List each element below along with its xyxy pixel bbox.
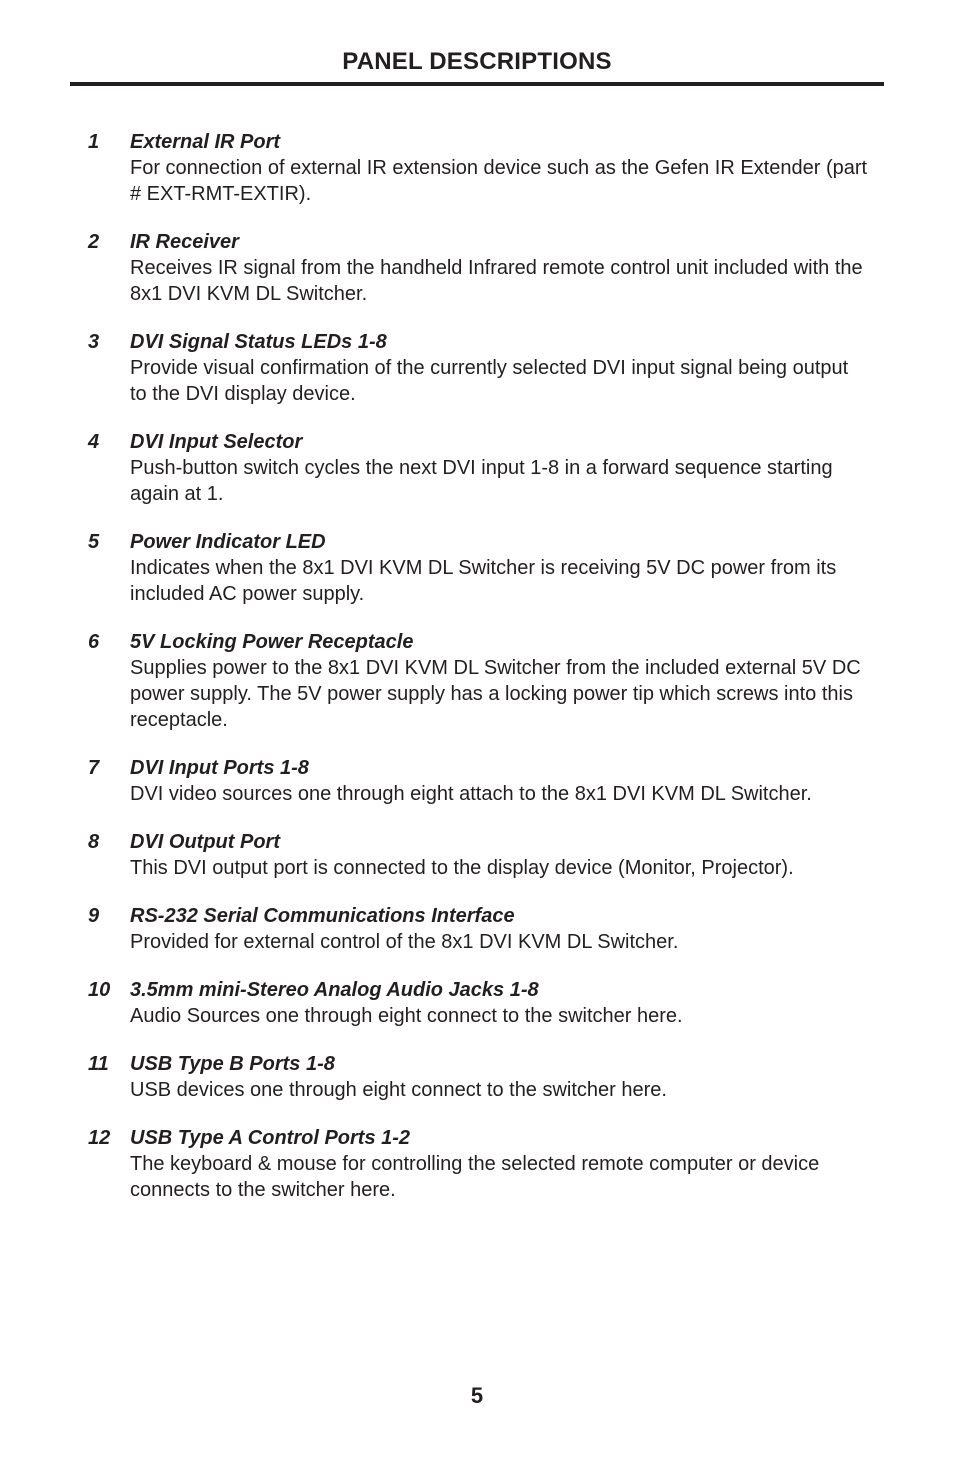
list-item xyxy=(88,755,878,807)
title-divider xyxy=(70,82,884,86)
item-heading: USB Type A Control Ports 1-2 xyxy=(130,1127,411,1149)
list-item xyxy=(88,1051,878,1103)
item-heading: IR Receiver xyxy=(130,231,239,253)
list-item xyxy=(88,329,878,407)
item-description: Supplies power to the 8x1 DVI KVM DL Switcher from the included external 5V DC power supply. The 5V power supply has a locking power tip which screws into this receptacle. xyxy=(130,657,861,731)
item-number: 6 xyxy=(88,631,100,653)
item-number: 4 xyxy=(88,431,100,453)
item-description: Indicates when the 8x1 DVI KVM DL Switcher is receiving 5V DC power from its included AC power supply. xyxy=(130,557,837,605)
item-heading: 5V Locking Power Receptacle xyxy=(130,631,414,653)
item-number: 3 xyxy=(88,331,100,353)
item-number: 9 xyxy=(88,905,100,927)
item-heading: DVI Input Ports 1-8 xyxy=(130,757,309,779)
item-description: USB devices one through eight connect to the switcher here. xyxy=(130,1079,667,1101)
item-description: DVI video sources one through eight attach to the 8x1 DVI KVM DL Switcher. xyxy=(130,783,812,805)
item-description: Push-button switch cycles the next DVI input 1-8 in a forward sequence starting again at 1. xyxy=(130,457,833,505)
list-item xyxy=(88,903,878,955)
item-description: Provide visual confirmation of the currently selected DVI input signal being output to the DVI display device. xyxy=(130,357,849,405)
item-number: 7 xyxy=(88,757,100,779)
item-heading: USB Type B Ports 1-8 xyxy=(130,1053,335,1075)
item-heading: External IR Port xyxy=(130,131,281,153)
item-description: Provided for external control of the 8x1 DVI KVM DL Switcher. xyxy=(130,931,679,953)
list-item xyxy=(88,529,878,607)
list-item xyxy=(88,977,878,1029)
page-title: PANEL DESCRIPTIONS xyxy=(342,48,612,75)
item-number: 1 xyxy=(88,131,100,153)
list-item xyxy=(88,129,878,207)
list-item xyxy=(88,229,878,307)
item-description: For connection of external IR extension device such as the Gefen IR Extender (part # EXT-RMT-EXTIR). xyxy=(130,157,868,205)
item-description: This DVI output port is connected to the display device (Monitor, Projector). xyxy=(130,857,794,879)
page-number: 5 xyxy=(470,1383,484,1408)
item-description: Audio Sources one through eight connect to the switcher here. xyxy=(130,1005,683,1027)
list-item xyxy=(88,1125,878,1203)
list-item xyxy=(88,629,878,733)
item-heading: DVI Signal Status LEDs 1-8 xyxy=(130,331,387,353)
item-number: 12 xyxy=(88,1127,111,1149)
item-number: 5 xyxy=(88,531,100,553)
item-heading: Power Indicator LED xyxy=(130,531,326,553)
item-description: Receives IR signal from the handheld Infrared remote control unit included with the 8x1 DVI KVM DL Switcher. xyxy=(130,257,863,305)
list-item xyxy=(88,829,878,881)
panel-description-list xyxy=(88,129,878,1225)
item-number: 8 xyxy=(88,831,100,853)
item-heading: 3.5mm mini-Stereo Analog Audio Jacks 1-8 xyxy=(130,979,539,1001)
list-item xyxy=(88,429,878,507)
item-heading: RS-232 Serial Communications Interface xyxy=(130,905,515,927)
item-description: The keyboard & mouse for controlling the selected remote computer or device connects to the switcher here. xyxy=(130,1153,820,1201)
item-number: 2 xyxy=(88,231,100,253)
item-heading: DVI Input Selector xyxy=(130,431,303,453)
item-number: 11 xyxy=(88,1053,109,1075)
item-heading: DVI Output Port xyxy=(130,831,280,853)
item-number: 10 xyxy=(88,979,111,1001)
